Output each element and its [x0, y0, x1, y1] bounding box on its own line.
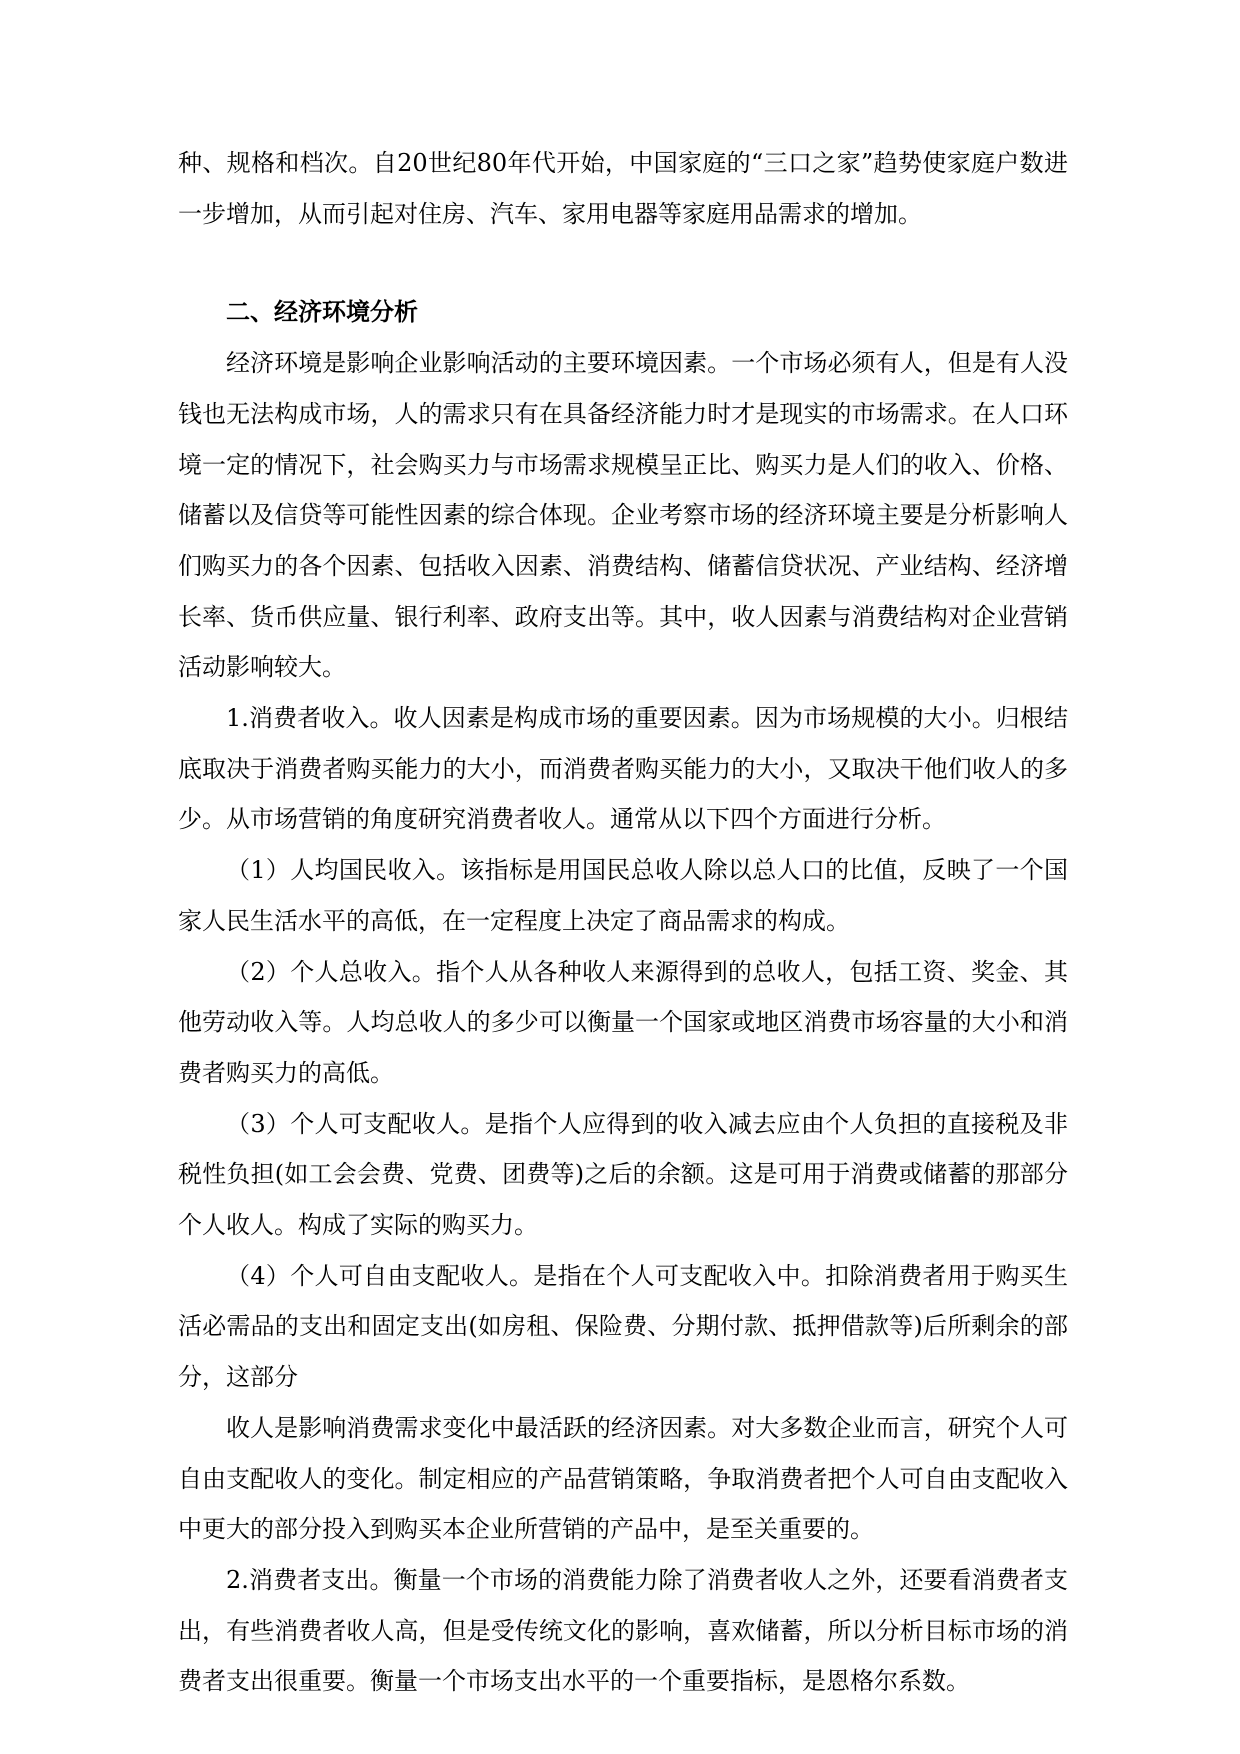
- list-item-total-personal-income: （2）个人总收入。指个人从各种收人来源得到的总收人，包括工资、奖金、其他劳动收入等。人均总收人的多少可以衡量一个国家或地区消费市场容量的大小和消费者购买力的高低。: [178, 957, 1068, 1087]
- paragraph-consumer-spending: 2.消费者支出。衡量一个市场的消费能力除了消费者收人之外，还要看消费者支出，有些消费者收人高，但是受传统文化的影响，喜欢储蓄，所以分析目标市场的消费者支出很重要。衡量一个市场支出水平的一个重要指标，是恩格尔系数。: [178, 1565, 1068, 1696]
- paragraph-consumer-income: 1.消费者收入。收人因素是构成市场的重要因素。因为市场规模的大小。归根结底取决于消费者购买能力的大小，而消费者购买能力的大小，又取决干他们收人的多少。从市场营销的角度研究消费者收人。通常从以下四个方面进行分析。: [178, 704, 1068, 834]
- list-item-disposable-income: （3）个人可支配收人。是指个人应得到的收入减去应由个人负担的直接税及非税性负担(如工会会费、党费、团费等)之后的余额。这是可用于消费或储蓄的那部分个人收人。构成了实际的购买力。: [178, 1109, 1068, 1240]
- intro-paragraph: 种、规格和档次。自20世纪80年代开始，中国家庭的“三口之家”趋势使家庭户数进一步增加，从而引起对住房、汽车、家用电器等家庭用品需求的增加。: [178, 149, 1068, 228]
- paragraph-income-importance: 收人是影响消费需求变化中最活跃的经济因素。对大多数企业而言，研究个人可自由支配收人的变化。制定相应的产品营销策略，争取消费者把个人可自由支配收入中更大的部分投入到购买本企业所营销的产品中，是至关重要的。: [178, 1413, 1068, 1544]
- list-item-per-capita-income: （1）人均国民收入。该指标是用国民总收人除以总人口的比值，反映了一个国家人民生活水平的高低，在一定程度上决定了商品需求的构成。: [178, 856, 1068, 935]
- list-item-discretionary-income: （4）个人可自由支配收人。是指在个人可支配收入中。扣除消费者用于购买生活必需品的支出和固定支出(如房租、保险费、分期付款、抵押借款等)后所剩余的部分，这部分: [178, 1261, 1068, 1392]
- section-heading: 二、经济环境分析: [226, 298, 418, 327]
- paragraph-economic-environment: 经济环境是影响企业影响活动的主要环境因素。一个市场必须有人，但是有人没钱也无法构成市场，人的需求只有在具备经济能力时才是现实的市场需求。在人口环境一定的情况下，社会购买力与市场需求规模呈正比、购买力是人们的收入、价格、储蓄以及信贷等可能性因素的综合体现。企业考察市场的经济环境主要是分析影响人们购买力的各个因素、包括收入因素、消费结构、储蓄信贷状况、产业结构、经济增长率、货币供应量、银行利率、政府支出等。其中，收人因素与消费结构对企业营销活动影响较大。: [178, 349, 1068, 682]
- document-body: [178, 138, 1068, 1707]
